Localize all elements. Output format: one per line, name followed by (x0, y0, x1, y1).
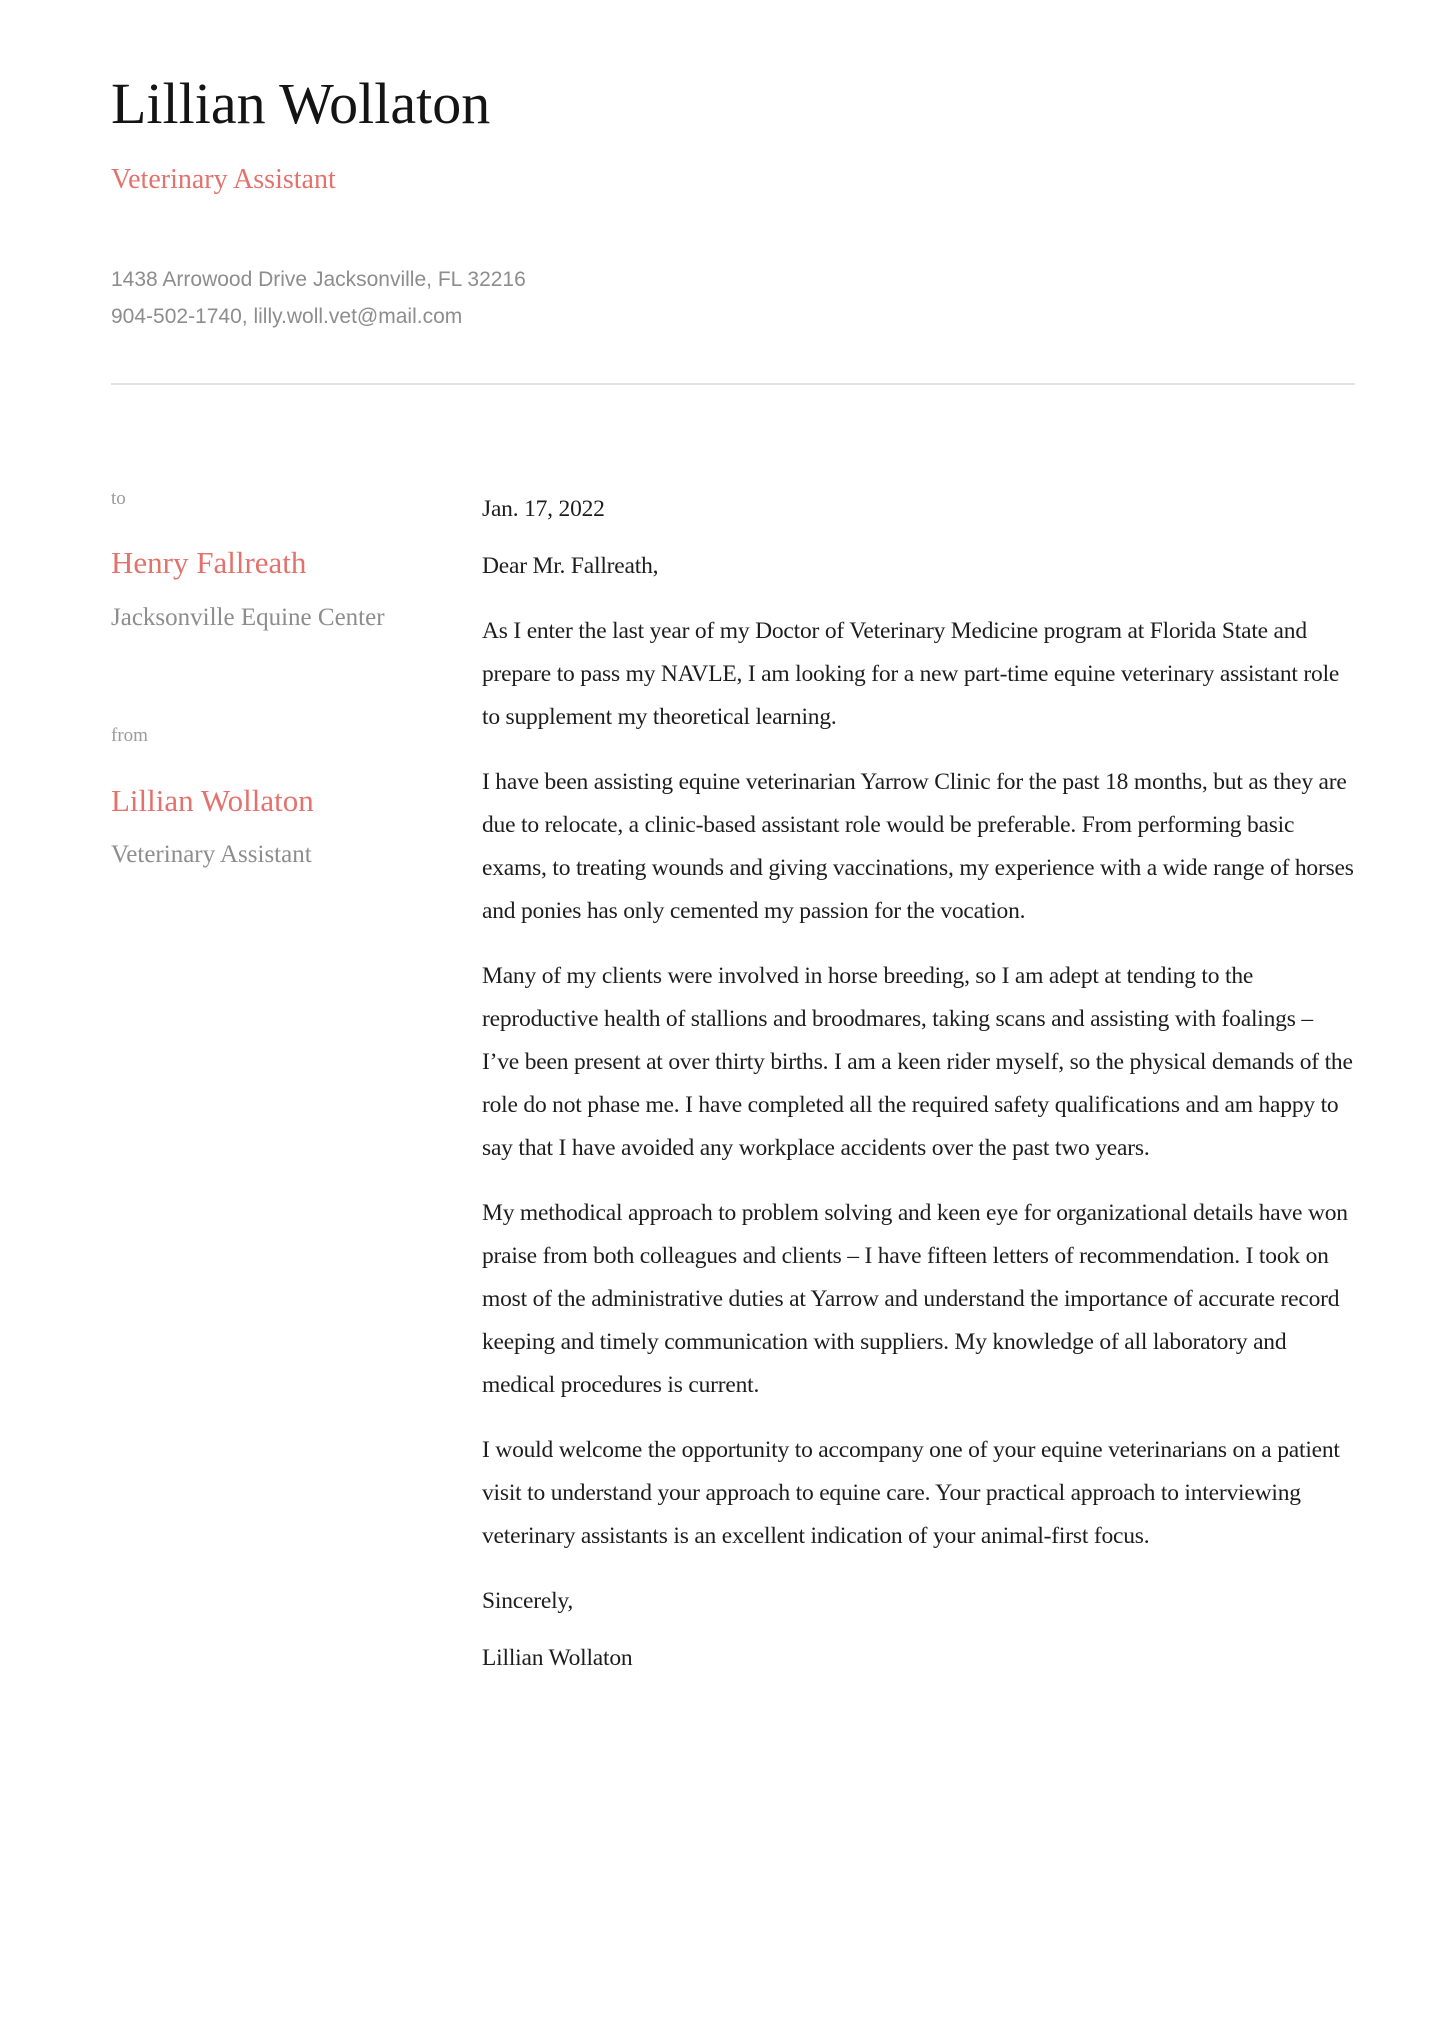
letter-body (482, 488, 1355, 1680)
contact-phone-email: 904-502-1740, lilly.woll.vet@mail.com (111, 304, 463, 328)
letter-paragraph-4: My methodical approach to problem solving and keen eye for organizational details have won praise from both colleagues and clients – I have fifteen letters of recommendation. I took on most of the administrative duties at Yarrow and understand the importance of accurate record keeping and timely communication with suppliers. My knowledge of all laboratory and medical procedures is current. (482, 1199, 1348, 1398)
sender-name: Lillian Wollaton (111, 782, 314, 818)
letter-salutation: Dear Mr. Fallreath, (482, 552, 659, 579)
letter-header (111, 72, 1355, 335)
letter-paragraph-2: I have been assisting equine veterinarian Yarrow Clinic for the past 18 months, but as they are due to relocate, a clinic-based assistant role would be preferable. From performing basic exams, to treating wounds and giving vaccinations, my experience with a wide range of horses and ponies has only cemented my passion for the vocation. (482, 768, 1354, 924)
recipient-sender-sidebar (111, 488, 482, 870)
recipient-organization: Jacksonville Equine Center (111, 603, 385, 631)
recipient-block (111, 488, 482, 633)
header-job-title: Veterinary Assistant (111, 163, 336, 195)
contact-block (111, 261, 1355, 335)
letter-date: Jan. 17, 2022 (482, 495, 605, 522)
letter-paragraph-1: As I enter the last year of my Doctor of Veterinary Medicine program at Florida State and prepare to pass my NAVLE, I am looking for a new part-time equine veterinary assistant role to supplement my theoretical learning. (482, 617, 1340, 730)
recipient-name: Henry Fallreath (111, 545, 307, 581)
sender-block (111, 725, 482, 870)
letter-paragraph-5: I would welcome the opportunity to accompany one of your equine veterinarians on a patient visit to understand your approach to equine care. Your practical approach to interviewing veterinary assistants is an excellent indication of your animal-first focus. (482, 1436, 1340, 1549)
letter-paragraph-3: Many of my clients were involved in horse breeding, so I am adept at tending to the reproductive health of stallions and broodmares, taking scans and assisting with foalings – I’ve been present at over thirty births. I am a keen rider myself, so the physical demands of the role do not phase me. I have completed all the required safety qualifications and am happy to say that I have avoided any workplace accidents over the past two years. (482, 962, 1353, 1161)
to-label: to (111, 487, 126, 509)
from-label: from (111, 724, 148, 746)
letter-content (111, 385, 1355, 1680)
letter-signature: Lillian Wollaton (482, 1644, 633, 1671)
sender-job-title: Veterinary Assistant (111, 840, 312, 868)
contact-address: 1438 Arrowood Drive Jacksonville, FL 32216 (111, 267, 526, 291)
letter-closing: Sincerely, (482, 1587, 574, 1614)
page-title: Lillian Wollaton (111, 71, 491, 136)
